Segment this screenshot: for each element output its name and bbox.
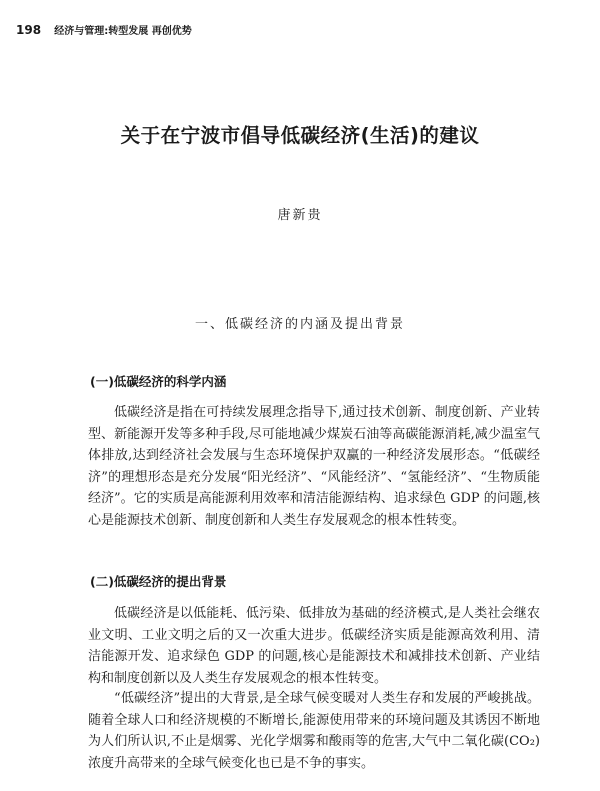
running-header — [16, 22, 192, 37]
paragraph-3: “低碳经济”提出的大背景,是全球气候变暖对人类生存和发展的严峻挑战。随着全球人口和经济规模的不断增长,能源使用带来的环境问题及其诱因不断地为人们所认识,不止是烟雾、光化学烟雾和酸雨等的危害,大气中二氧化碳(CO₂)浓度升高带来的全球气候变化也已是不争的事实。 — [88, 691, 540, 771]
subsection-heading-1: (一)低碳经济的科学内涵 — [90, 374, 227, 389]
running-title: 经济与管理:转型发展 再创优势 — [54, 26, 192, 37]
subsection-heading-2: (二)低碳经济的提出背景 — [90, 574, 227, 589]
page-number: 198 — [16, 23, 42, 37]
article-author: 唐新贵 — [277, 208, 323, 223]
paragraph-2: 低碳经济是以低能耗、低污染、低排放为基础的经济模式,是人类社会继农业文明、工业文明之后的又一次重大进步。低碳经济实质是能源高效利用、清洁能源开发、追求绿色 GDP 的问题,核心是能源技术和减排技术创新、产业结构和制度创新以及人类生存发展观念的根本性转变。 — [88, 606, 540, 686]
section-heading: 一、低碳经济的内涵及提出背景 — [194, 317, 405, 332]
article-title: 关于在宁波市倡导低碳经济(生活)的建议 — [120, 124, 480, 147]
paragraph-1: 低碳经济是指在可持续发展理念指导下,通过技术创新、制度创新、产业转型、新能源开发等多种手段,尽可能地减少煤炭石油等高碳能源消耗,减少温室气体排放,达到经济社会发展与生态环境保护双赢的一种经济发展形态。“低碳经济”的理想形态是充分发展“阳光经济”、“风能经济”、“氢能经济”、“生物质能经济”。它的实质是高能源利用效率和清洁能源结构、追求绿色 GDP 的问题,核心是能源技术创新、制度创新和人类生存发展观念的根本性转变。 — [88, 405, 540, 528]
